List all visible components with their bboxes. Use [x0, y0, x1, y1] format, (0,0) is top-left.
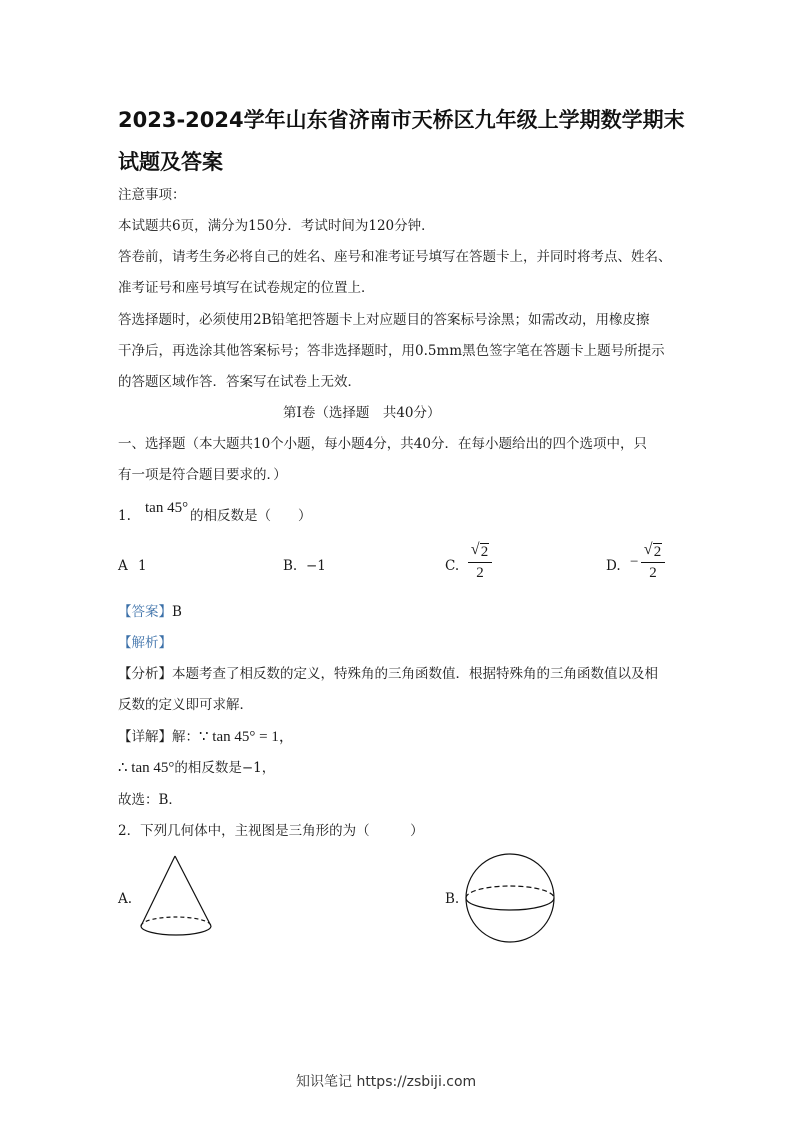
section-desc-b: 有一项是符合题目要求的．） — [118, 467, 287, 483]
answer-value: B — [172, 604, 182, 620]
q1-option-b-label: B. — [283, 558, 298, 574]
analysis-therefore — [118, 758, 275, 778]
q1-option-d-fraction: √ 2 2 — [641, 543, 665, 582]
notes-line1: 本试题共6页，满分为150分．考试时间为120分钟． — [118, 218, 435, 234]
q1-option-d-label: D. — [606, 558, 621, 574]
document-title-line1: 2023-2024学年山东省济南市天桥区九年级上学期数学期末 — [118, 108, 685, 132]
sphere-figure — [462, 848, 558, 948]
answer-line — [118, 602, 182, 622]
q1-option-d-sign: − — [630, 554, 639, 570]
notes-line3c: 的答题区域作答．答案写在试卷上无效． — [118, 374, 361, 390]
q1-expression: tan 45° — [145, 500, 189, 516]
therefore-value: −1， — [241, 760, 276, 776]
q1-option-b-value: −1 — [306, 558, 326, 574]
q2-option-a-label: A. — [118, 891, 133, 907]
notes-line2a: 答卷前，请考生务必将自己的姓名、座号和准考证号填写在答题卡上，并同时将考点、姓名、 — [118, 249, 672, 265]
q1-option-c-fraction: √ 2 2 — [468, 543, 492, 582]
detail-expression: ∵ tan 45° = 1， — [199, 729, 294, 745]
q1-option-d-denominator: 2 — [649, 565, 657, 581]
analysis-line2: 反数的定义即可求解． — [118, 697, 253, 713]
q1-option-c-denominator: 2 — [476, 565, 484, 581]
q1-stem-text: 的相反数是（ ） — [190, 508, 312, 524]
notes-line2b: 准考证号和座号填写在试卷规定的位置上． — [118, 280, 375, 296]
section-desc-a: 一、选择题（本大题共10个小题，每小题4分，共40分．在每小题给出的四个选项中，只 — [118, 436, 647, 452]
q1-option-a-label: A — [118, 558, 128, 574]
q1-option-a-value: 1 — [138, 558, 147, 574]
section-title: 第Ⅰ卷（选择题 共40分） — [283, 405, 441, 421]
analysis-line1: 【分析】本题考查了相反数的定义，特殊角的三角函数值．根据特殊角的三角函数值以及相 — [118, 666, 658, 682]
q1-number: 1. — [118, 508, 131, 524]
document-title-line2: 试题及答案 — [118, 150, 223, 174]
footer-watermark: 知识笔记 https://zsbiji.com — [296, 1074, 477, 1090]
analysis-tag: 【解析】 — [118, 635, 172, 651]
cone-figure — [135, 850, 217, 942]
q2-option-b-label: B. — [445, 891, 460, 907]
q1-option-c-numerator: 2 — [480, 544, 489, 560]
q2-stem: 2．下列几何体中，主视图是三角形的为（ ） — [118, 823, 424, 839]
detail-prefix: 【详解】解： — [118, 729, 199, 745]
therefore-text: 的相反数是 — [174, 760, 242, 776]
q1-option-d-numerator: 2 — [653, 544, 662, 560]
notes-line3b: 干净后，再选涂其他答案标号；答非选择题时，用0.5mm黑色签字笔在答题卡上题号所提示 — [118, 343, 665, 359]
analysis-detail — [118, 727, 294, 747]
notes-heading: 注意事项： — [118, 187, 186, 203]
therefore-expression: ∴ tan 45° — [118, 760, 175, 776]
notes-line3a: 答选择题时，必须使用2B铅笔把答题卡上对应题目的答案标号涂黑；如需改动，用橡皮擦 — [118, 312, 650, 328]
q1-option-c-label: C. — [445, 558, 460, 574]
answer-tag: 【答案】 — [118, 604, 172, 620]
analysis-choose: 故选：B． — [118, 792, 182, 808]
